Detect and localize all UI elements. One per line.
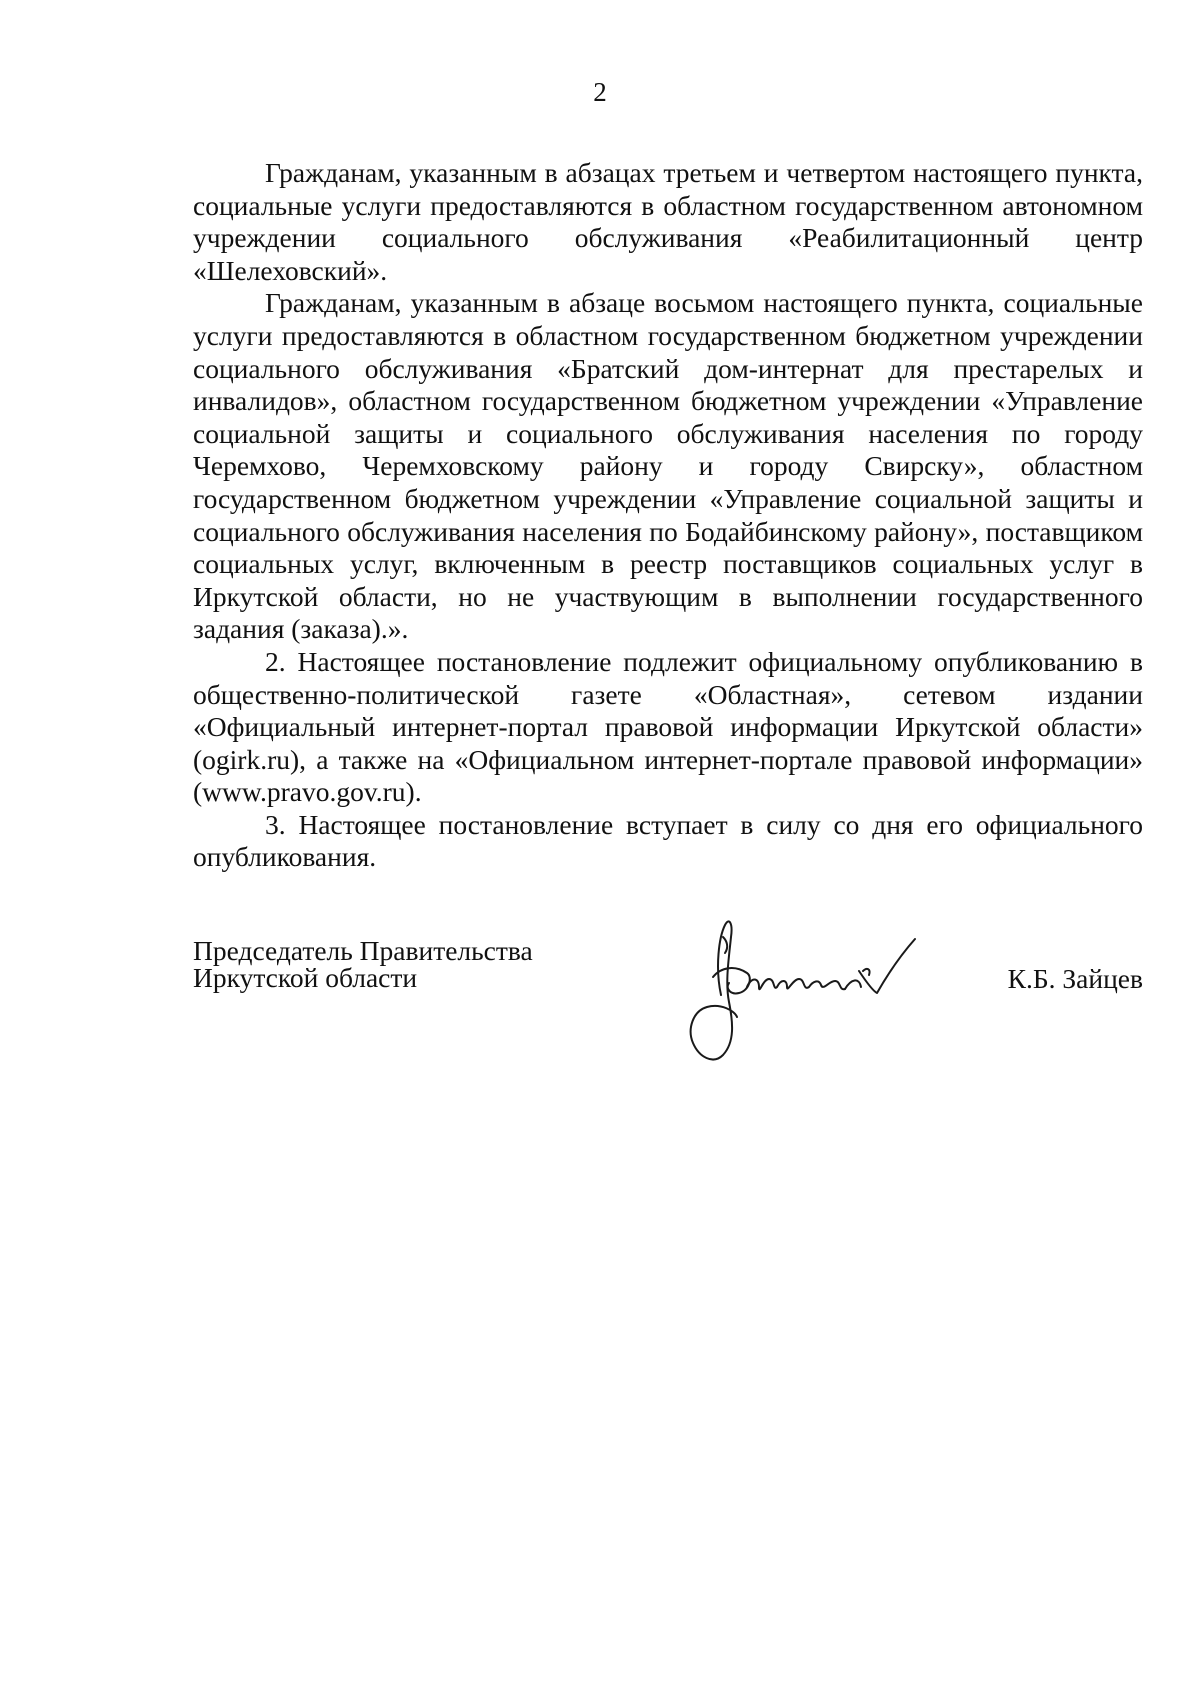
paragraph-publication: 2. Настоящее постановление подлежит официальному опубликованию в общественно-политической газете «Областная», сетевом издании «Официальный интернет-портал правовой информации Иркутской области» (ogirk.ru), а также на «Официальном интернет-портале правовой информации» (www.pravo.gov.ru). [193, 645, 1143, 808]
signatory-position-line2: Иркутской области [193, 962, 418, 993]
signature-block [193, 937, 1143, 1077]
page-number: 2 [593, 77, 607, 107]
document-body [193, 157, 1143, 874]
signatory-position [193, 937, 533, 991]
signatory-name: К.Б. Зайцев [1007, 963, 1143, 994]
signatory-position-line1: Председатель Правительства [193, 935, 533, 966]
paragraph-providers-list: Гражданам, указанным в абзаце восьмом настоящего пункта, социальные услуги предоставляются в областном государственном бюджетном учреждении социального обслуживания «Братский дом-интернат для престарелых и инвалидов», областном государственном бюджетном учреждении «Управление социальной защиты и социального обслуживания населения по городу Черемхово, Черемховскому району и городу Свирску», областном государственном бюджетном учреждении «Управление социальной защиты и социального обслуживания населения по Бодайбинскому району», поставщиком социальных услуг, включенным в реестр поставщиков социальных услуг в Иркутской области, но не участвующим в выполнении государственного задания (заказа).». [193, 287, 1143, 645]
paragraph-entry-into-force: 3. Настоящее постановление вступает в силу со дня его официального опубликования. [193, 808, 1143, 873]
paragraph-shelekhov-center: Гражданам, указанным в абзацах третьем и четвертом настоящего пункта, социальные услуги предоставляются в областном государственном автономном учреждении социального обслуживания «Реабилитационный центр «Шелеховский». [193, 157, 1143, 286]
handwritten-signature-icon [663, 907, 923, 1067]
